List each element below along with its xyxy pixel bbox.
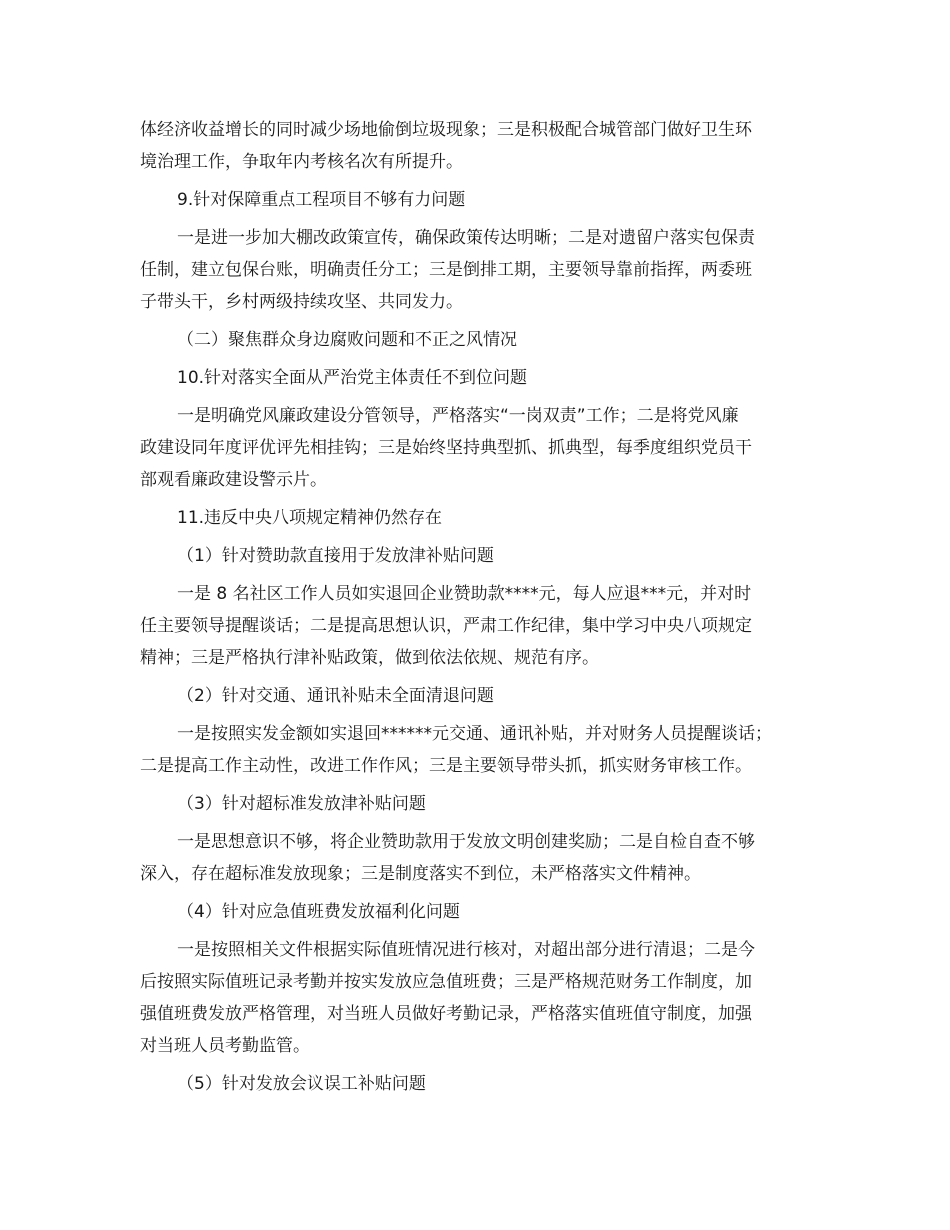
text-line: （3）针对超标准发放津补贴问题 bbox=[177, 794, 426, 814]
text-line: （5）针对发放会议误工补贴问题 bbox=[177, 1074, 426, 1094]
text-line: 11.违反中央八项规定精神仍然存在 bbox=[177, 508, 443, 528]
text-line: 一是按照相关文件根据实际值班情况进行核对，对超出部分进行清退；二是今 bbox=[177, 940, 755, 960]
text-line: 9.针对保障重点工程项目不够有力问题 bbox=[177, 190, 466, 210]
document-body bbox=[140, 114, 830, 1100]
text-line: （二）聚焦群众身边腐败问题和不正之风情况 bbox=[177, 330, 517, 350]
text-line: （4）针对应急值班费发放福利化问题 bbox=[177, 902, 460, 922]
text-line: 一是思想意识不够，将企业赞助款用于发放文明创建奖励；二是自检自查不够 bbox=[177, 832, 755, 852]
text-line: 后按照实际值班记录考勤并按实发放应急值班费；三是严格规范财务工作制度，加 bbox=[140, 972, 752, 992]
text-line: 子带头干，乡村两级持续攻坚、共同发力。 bbox=[140, 292, 463, 312]
text-line: 强值班费发放严格管理，对当班人员做好考勤记录，严格落实值班值守制度，加强 bbox=[140, 1004, 752, 1024]
text-line: （2）针对交通、通讯补贴未全面清退问题 bbox=[177, 686, 494, 706]
text-line: 10.针对落实全面从严治党主体责任不到位问题 bbox=[177, 368, 528, 388]
text-line: 对当班人员考勤监管。 bbox=[140, 1036, 310, 1056]
text-line: 部观看廉政建设警示片。 bbox=[140, 470, 327, 490]
text-line: 二是提高工作主动性，改进工作作风；三是主要领导带头抓，抓实财务审核工作。 bbox=[140, 756, 752, 776]
text-line: 一是 8 名社区工作人员如实退回企业赞助款****元，每人应退***元，并对时 bbox=[177, 584, 752, 604]
text-line: 任主要领导提醒谈话；二是提高思想认识，严肃工作纪律，集中学习中央八项规定 bbox=[140, 616, 752, 636]
text-line: 一是按照实发金额如实退回******元交通、通讯补贴，并对财务人员提醒谈话； bbox=[177, 724, 772, 744]
text-line: 一是明确党风廉政建设分管领导，严格落实“一岗双责”工作；二是将党风廉 bbox=[177, 406, 739, 426]
text-line: 一是进一步加大棚改政策宣传，确保政策传达明晰；二是对遗留户落实包保责 bbox=[177, 228, 755, 248]
text-line: 境治理工作，争取年内考核名次有所提升。 bbox=[140, 152, 463, 172]
text-line: （1）针对赞助款直接用于发放津补贴问题 bbox=[177, 546, 494, 566]
text-line: 体经济收益增长的同时减少场地偷倒垃圾现象；三是积极配合城管部门做好卫生环 bbox=[140, 120, 752, 140]
text-line: 政建设同年度评优评先相挂钩；三是始终坚持典型抓、抓典型，每季度组织党员干 bbox=[140, 438, 752, 458]
text-line: 任制，建立包保台账，明确责任分工；三是倒排工期，主要领导靠前指挥，两委班 bbox=[140, 260, 752, 280]
text-line: 深入，存在超标准发放现象；三是制度落实不到位，未严格落实文件精神。 bbox=[140, 864, 701, 884]
text-line: 精神；三是严格执行津补贴政策，做到依法依规、规范有序。 bbox=[140, 648, 599, 668]
